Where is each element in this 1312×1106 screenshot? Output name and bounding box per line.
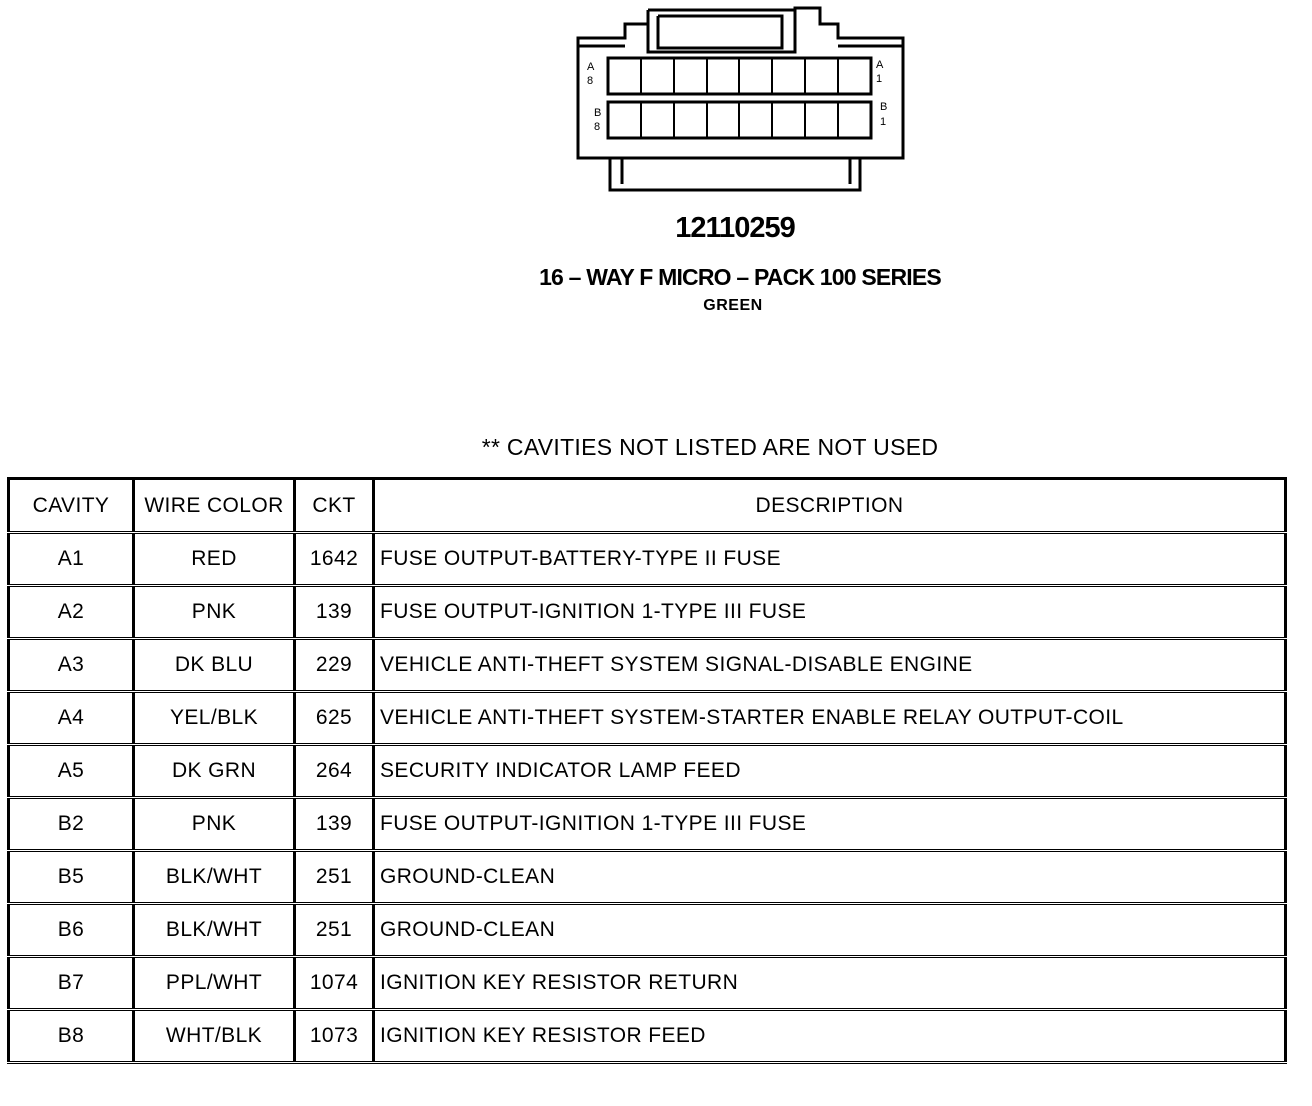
cell-description: IGNITION KEY RESISTOR FEED [374,1010,1286,1063]
cell-cavity: A1 [9,533,134,586]
cell-description: FUSE OUTPUT-BATTERY-TYPE II FUSE [374,533,1286,586]
cell-description: FUSE OUTPUT-IGNITION 1-TYPE III FUSE [374,798,1286,851]
cell-cavity: B6 [9,904,134,957]
cell-wire-color: RED [134,533,295,586]
cell-description: VEHICLE ANTI-THEFT SYSTEM-STARTER ENABLE RELAY OUTPUT-COIL [374,692,1286,745]
cavity-dividers [641,58,838,138]
header-ckt: CKT [295,479,374,533]
cell-cavity: A3 [9,639,134,692]
unused-cavities-note: ** CAVITIES NOT LISTED ARE NOT USED [481,434,939,460]
row-b-left-letter: B [594,107,602,119]
cell-ckt: 229 [295,639,374,692]
connector-base [610,158,860,190]
cell-wire-color: PNK [134,586,295,639]
cell-wire-color: YEL/BLK [134,692,295,745]
cell-cavity: A2 [9,586,134,639]
header-wire-color: WIRE COLOR [134,479,295,533]
cell-wire-color: DK BLU [134,639,295,692]
cell-wire-color: WHT/BLK [134,1010,295,1063]
cell-ckt: 251 [295,851,374,904]
cell-ckt: 264 [295,745,374,798]
table-row [9,798,1286,851]
row-a-right-letter: A [876,59,884,71]
row-b-right-letter: B [880,101,888,113]
table-row [9,639,1286,692]
row-b-right-number: 1 [880,116,887,128]
table-row [9,957,1286,1010]
pinout-table [7,477,1287,1064]
cell-description: GROUND-CLEAN [374,851,1286,904]
cell-cavity: B7 [9,957,134,1010]
connector-series: 16 – WAY F MICRO – PACK 100 SERIES [539,264,941,290]
connector-color: GREEN [703,297,763,314]
cell-description: IGNITION KEY RESISTOR RETURN [374,957,1286,1010]
cell-ckt: 139 [295,798,374,851]
cell-ckt: 251 [295,904,374,957]
connector-face-diagram [570,2,910,192]
cell-wire-color: PPL/WHT [134,957,295,1010]
row-a-left-number: 8 [587,75,594,87]
row-a-right-number: 1 [876,73,883,85]
cell-cavity: B5 [9,851,134,904]
connector-latch [648,10,795,52]
header-description: DESCRIPTION [374,479,1286,533]
table-row [9,1010,1286,1063]
table-row [9,904,1286,957]
cell-description: GROUND-CLEAN [374,904,1286,957]
cell-ckt: 139 [295,586,374,639]
row-a-left-letter: A [587,61,595,73]
table-row [9,692,1286,745]
cell-description: FUSE OUTPUT-IGNITION 1-TYPE III FUSE [374,586,1286,639]
cell-cavity: A5 [9,745,134,798]
cell-wire-color: DK GRN [134,745,295,798]
cell-wire-color: PNK [134,798,295,851]
connector-part-number: 12110259 [675,212,795,244]
table-row [9,586,1286,639]
cell-cavity: A4 [9,692,134,745]
table-header-row [9,479,1286,533]
cell-wire-color: BLK/WHT [134,851,295,904]
cell-cavity: B8 [9,1010,134,1063]
row-b-left-number: 8 [594,121,601,133]
cell-ckt: 1642 [295,533,374,586]
table-row [9,851,1286,904]
cell-wire-color: BLK/WHT [134,904,295,957]
table-row [9,745,1286,798]
cell-cavity: B2 [9,798,134,851]
connector-body-outline [578,8,903,158]
table-row [9,533,1286,586]
cell-description: SECURITY INDICATOR LAMP FEED [374,745,1286,798]
cell-ckt: 1074 [295,957,374,1010]
cell-description: VEHICLE ANTI-THEFT SYSTEM SIGNAL-DISABLE ENGINE [374,639,1286,692]
cell-ckt: 625 [295,692,374,745]
header-cavity: CAVITY [9,479,134,533]
cell-ckt: 1073 [295,1010,374,1063]
pinout-rows [9,533,1286,1063]
